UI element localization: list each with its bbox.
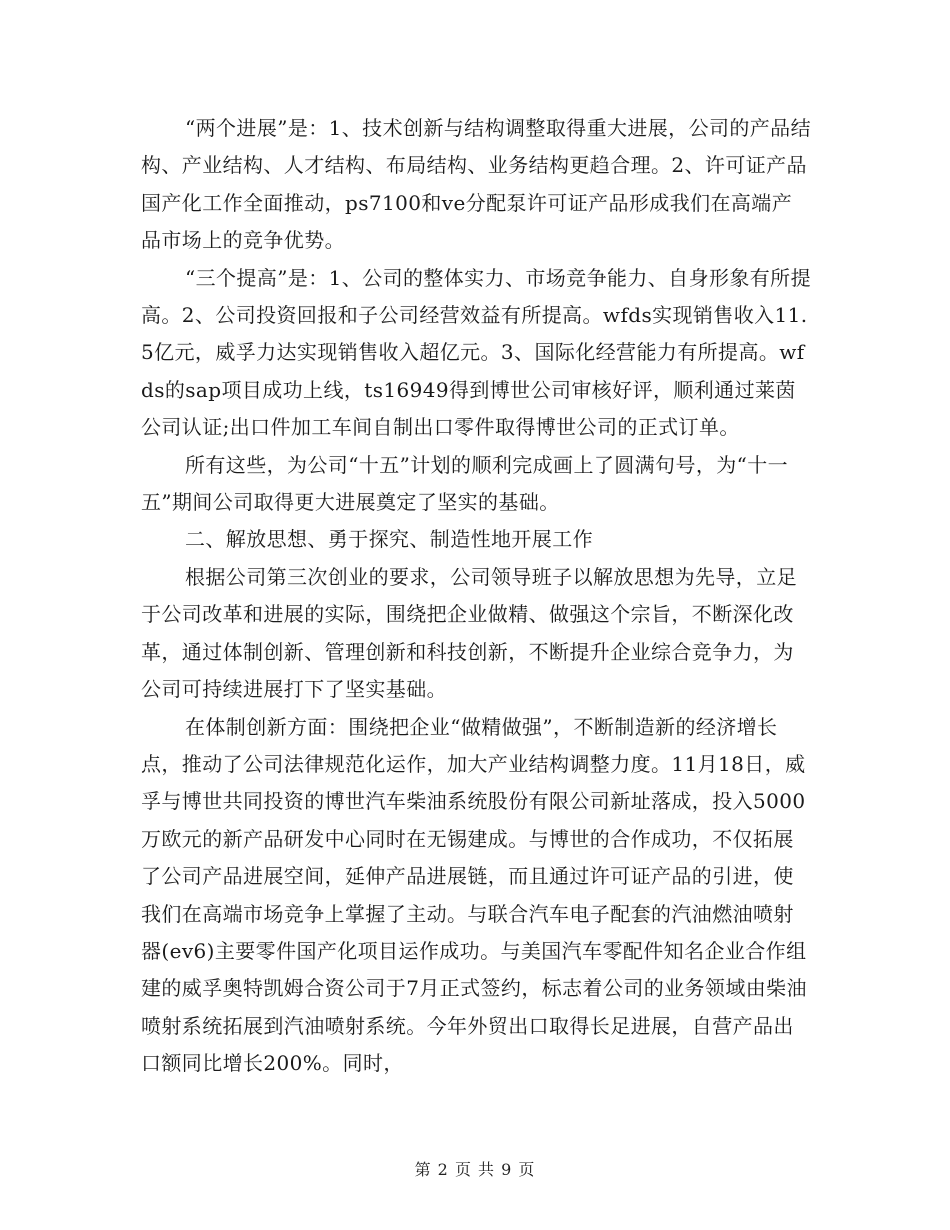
paragraph-third-venture: 根据公司第三次创业的要求，公司领导班子以解放思想为先导，立足于公司改革和进展的实际，围绕把企业做精、做强这个宗旨，不断深化改革，通过体制创新、管理创新和科技创新，不断提升企业综合竞争力，为公司可持续进展打下了坚实基础。: [141, 564, 797, 702]
paragraph-summary: 所有这些，为公司“十五”计划的顺利完成画上了圆满句号，为“十一五”期间公司取得更大进展奠定了坚实的基础。: [141, 452, 789, 515]
paragraph-two-progress: “两个进展”是：1、技术创新与结构调整取得重大进展，公司的产品结构、产业结构、人才结构、布局结构、业务结构更趋合理。2、许可证产品国产化工作全面推动，ps7100和ve分配泵许可证产品形成我们在高端产品市场上的竞争优势。: [141, 116, 811, 253]
page-footer: 第 2 页 共 9 页: [414, 1160, 536, 1179]
paragraph-three-improvements: “三个提高”是：1、公司的整体实力、市场竞争能力、自身形象有所提高。2、公司投资回报和子公司经营效益有所提高。wfds实现销售收入11.5亿元，威孚力达实现销售收入超亿元。3、国际化经营能力有所提高。wfds的sap项目成功上线，ts16949得到博世公司审核好评，顺利通过莱茵公司认证;出口件加工车间自制出口零件取得博世公司的正式订单。: [141, 265, 811, 440]
section-heading-2: 二、解放思想、勇于探究、制造性地开展工作: [185, 527, 593, 552]
paragraph-institutional-innovation: 在体制创新方面：围绕把企业“做精做强”，不断制造新的经济增长点，推动了公司法律规范化运作，加大产业结构调整力度。11月18日，威孚与博世共同投资的博世汽车柴油系统股份有限公司新址落成，投入5000万欧元的新产品研发中心同时在无锡建成。与博世的合作成功，不仅拓展了公司产品进展空间，延伸产品进展链，而且通过许可证产品的引进，使我们在高端市场竞争上掌握了主动。与联合汽车电子配套的汽油燃油喷射器(ev6)主要零件国产化项目运作成功。与美国汽车零配件知名企业合作组建的威孚奥特凯姆合资公司于7月正式签约，标志着公司的业务领域由柴油喷射系统拓展到汽油喷射系统。今年外贸出口取得长足进展，自营产品出口额同比增长200%。同时，: [141, 714, 807, 1076]
document-body: [141, 110, 811, 1083]
